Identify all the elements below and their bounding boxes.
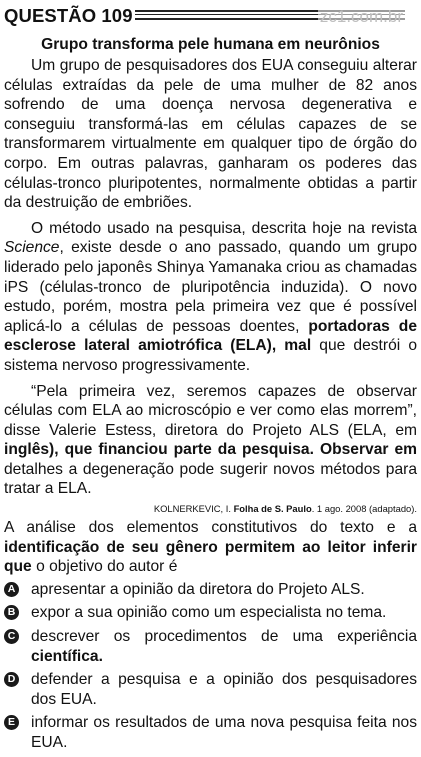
article-paragraph-3: “Pela primeira vez, seremos capazes de observar células com ELA ao microscópio e ver como elas morrem”, disse Valerie Estess, diretora do Projeto ALS (ELA, em inglês), que financiou parte da pesquisa. Observar em detalhes a degeneração pode sugerir novos métodos para tratar a ELA. [4,382,417,498]
option-c[interactable]: C descrever os procedimentos de uma experiência científica. [4,627,417,666]
question-title: QUESTÃO 109 [4,5,133,26]
option-letter-badge: E [4,715,19,730]
option-a[interactable]: A apresentar a opinião da diretora do Projeto ALS. [4,580,417,600]
option-letter-badge: A [4,582,19,597]
watermark: zc1.com.br [319,7,403,26]
option-b[interactable]: B expor a sua opinião como um especialista no tema. [4,603,417,623]
option-e[interactable]: E informar os resultados de uma nova pesquisa feita nos EUA. [4,713,417,752]
answer-options [4,580,417,753]
option-d[interactable]: D defender a pesquisa e a opinião dos pesquisadores dos EUA. [4,670,417,709]
question-header [4,0,417,30]
option-letter-badge: C [4,629,19,644]
source-citation: KOLNERKEVIC, I. Folha de S. Paulo. 1 ago. 2008 (adaptado). [153,503,417,515]
journal-name: Science [4,239,60,257]
option-letter-badge: D [4,672,19,687]
article-title: Grupo transforma pele humana em neurônios [41,36,380,53]
question-stem: A análise dos elementos constitutivos do texto e a identificação de seu gênero permitem ao leitor inferir que o objetivo do autor é [4,519,417,576]
option-letter-badge: B [4,605,19,620]
article-paragraph-2: O método usado na pesquisa, descrita hoje na revista Science, existe desde o ano passado, quando um grupo liderado pelo japonês Shinya Yamanaka criou as chamadas iPS (células-tronco de pluripotência induzida). O novo estudo, porém, mostra pela primeira vez que é possível aplicá-lo a células de pessoas doentes, portadoras de esclerose lateral amiotrófica (ELA), mal que destrói o sistema nervoso progressivamente. [4,219,417,374]
article-paragraph-1: Um grupo de pesquisadores dos EUA conseguiu alterar células extraídas da pele de uma mulher de 82 anos sofrendo de uma doença nervosa degenerativa e conseguiu transformá-las em células capazes de se transformarem virtualmente em qualquer tipo de órgão do corpo. Em outras palavras, ganharam os poderes das células-tronco pluripotentes, normalmente obtidas a partir da destruição de embriões. [4,57,417,212]
question-page [4,0,417,757]
